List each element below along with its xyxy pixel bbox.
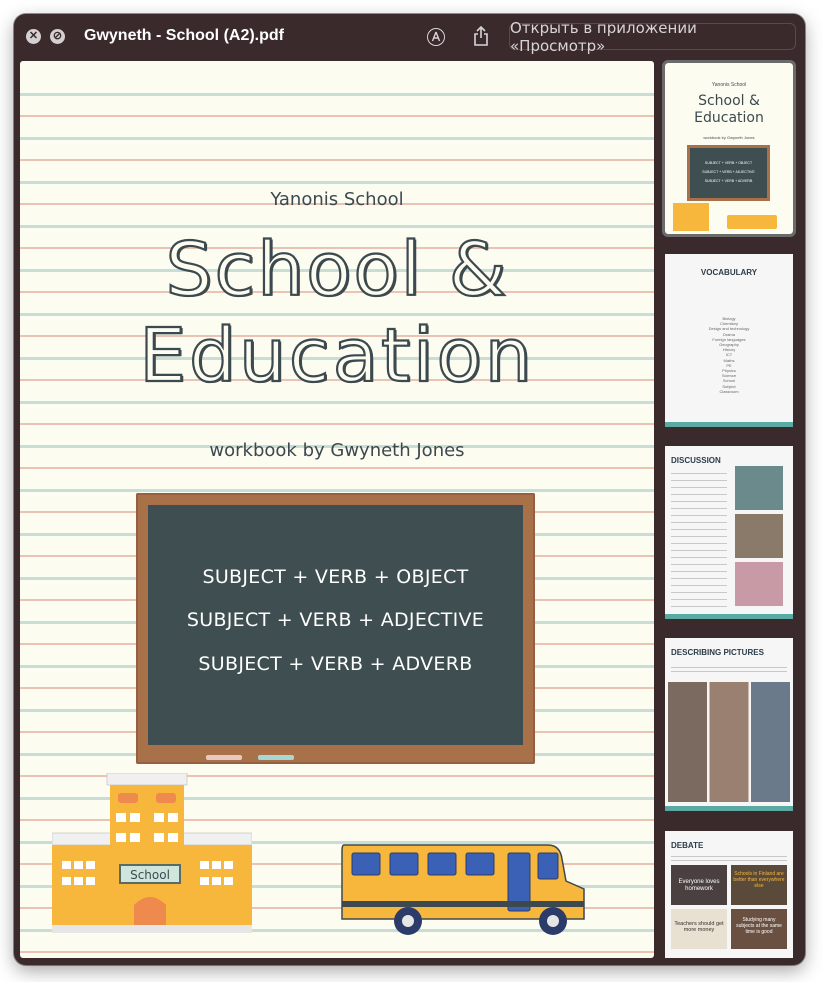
ruled-line xyxy=(20,159,654,161)
page-title-line2: Education xyxy=(139,313,535,399)
thumb-card: Studying many subjects at the same time is good xyxy=(731,909,787,949)
board-line: SUBJECT + VERB + ADVERB xyxy=(198,653,473,675)
ruled-line xyxy=(20,423,654,425)
ruled-line xyxy=(20,137,654,140)
thumb-card: Everyone loves homework xyxy=(671,865,727,905)
block-icon[interactable]: ⊘ xyxy=(50,29,65,44)
building-sign: School xyxy=(130,868,170,882)
chalkboard xyxy=(136,493,535,764)
thumb-footer xyxy=(665,422,793,427)
thumb-vocab-item: Classroom xyxy=(719,388,739,394)
thumb-photo xyxy=(735,514,783,558)
thumb-vocab-item: Maths xyxy=(723,357,735,363)
thumb-vocab-item: ICT xyxy=(725,352,733,358)
markup-icon[interactable] xyxy=(427,28,445,46)
ruled-line xyxy=(20,467,654,469)
thumb-vocab-item: Subject xyxy=(722,383,736,389)
ruled-line xyxy=(20,93,654,96)
close-icon[interactable]: ✕ xyxy=(26,29,41,44)
thumb-heading: DEBATE xyxy=(671,841,704,850)
thumb-school-name: Yanonis School xyxy=(711,82,747,88)
thumb-photo xyxy=(735,466,783,510)
thumb-card: Schools in Finland are better than everywhere else xyxy=(731,865,787,905)
thumb-instructions xyxy=(671,664,787,674)
board-line: SUBJECT + VERB + ADJECTIVE xyxy=(186,609,485,631)
thumb-board-line: SUBJECT + VERB + ADVERB xyxy=(704,179,753,183)
thumbnail-page-1[interactable] xyxy=(665,63,793,234)
ruled-line xyxy=(20,489,654,492)
thumb-title-line2: Education xyxy=(694,110,764,126)
thumb-vocab-item: Chemistry xyxy=(719,321,738,327)
thumb-chalkboard xyxy=(687,145,770,201)
thumb-vocab-item: Drama xyxy=(722,331,735,337)
thumb-building xyxy=(673,203,709,231)
pdf-page[interactable] xyxy=(20,61,654,958)
school-building-illustration xyxy=(52,773,252,936)
ruled-line xyxy=(20,951,654,953)
thumb-photo xyxy=(735,562,783,606)
thumbnail-sidebar xyxy=(665,61,793,958)
chalkboard-surface xyxy=(148,505,523,745)
thumbnail-page-3[interactable] xyxy=(665,446,793,619)
thumb-instructions xyxy=(671,853,787,861)
school-name: Yanonis School xyxy=(270,189,404,210)
thumb-vocab-item: Geography xyxy=(719,342,739,347)
thumb-card: Teachers should get more money xyxy=(671,909,727,949)
thumb-vocab-item: Biology xyxy=(722,316,736,321)
open-in-preview-button[interactable]: Открыть в приложении «Просмотр» xyxy=(509,23,796,50)
thumb-heading: VOCABULARY xyxy=(700,268,758,277)
thumb-heading: DESCRIBING PICTURES xyxy=(671,648,764,657)
thumb-photo-grid xyxy=(668,682,790,802)
share-icon[interactable] xyxy=(472,25,490,47)
thumb-title-line1: School & xyxy=(698,93,760,109)
byline: workbook by Gwyneth Jones xyxy=(209,440,465,461)
ruled-line xyxy=(20,401,654,404)
thumb-vocab-item: Design and technology xyxy=(708,326,750,332)
thumbnail-page-4[interactable] xyxy=(665,638,793,811)
board-line: SUBJECT + VERB + OBJECT xyxy=(202,566,469,588)
thumb-vocab-item: PE xyxy=(726,362,732,368)
thumb-heading: DISCUSSION xyxy=(671,456,721,465)
window-title: Gwyneth - School (A2).pdf xyxy=(84,27,284,44)
thumb-bus xyxy=(727,215,777,229)
thumb-board-line: SUBJECT + VERB + ADJECTIVE xyxy=(702,170,755,174)
chalk-teal xyxy=(258,755,294,760)
thumbnail-page-5[interactable] xyxy=(665,831,793,958)
title-bar xyxy=(14,14,805,60)
thumb-byline: workbook by Gwyneth Jones xyxy=(703,135,755,140)
thumb-vocab-item: Science xyxy=(721,373,737,379)
thumb-footer xyxy=(665,614,793,619)
school-bus-illustration xyxy=(338,841,588,936)
thumb-question-lines xyxy=(671,470,727,610)
thumb-footer xyxy=(665,806,793,811)
thumb-vocab-item: History xyxy=(722,347,736,353)
ruled-line xyxy=(20,181,654,184)
thumbnail-page-2[interactable] xyxy=(665,254,793,427)
thumb-vocab-item: Foreign languages xyxy=(712,336,746,342)
thumb-board-line: SUBJECT + VERB + OBJECT xyxy=(704,161,753,165)
chalk-pink xyxy=(206,755,242,760)
preview-window xyxy=(14,14,805,965)
thumb-vocab-item: School xyxy=(722,378,736,384)
ruled-line xyxy=(20,115,654,117)
thumb-vocab-item: Physics xyxy=(722,368,736,373)
page-title-line1: School & xyxy=(165,227,509,313)
